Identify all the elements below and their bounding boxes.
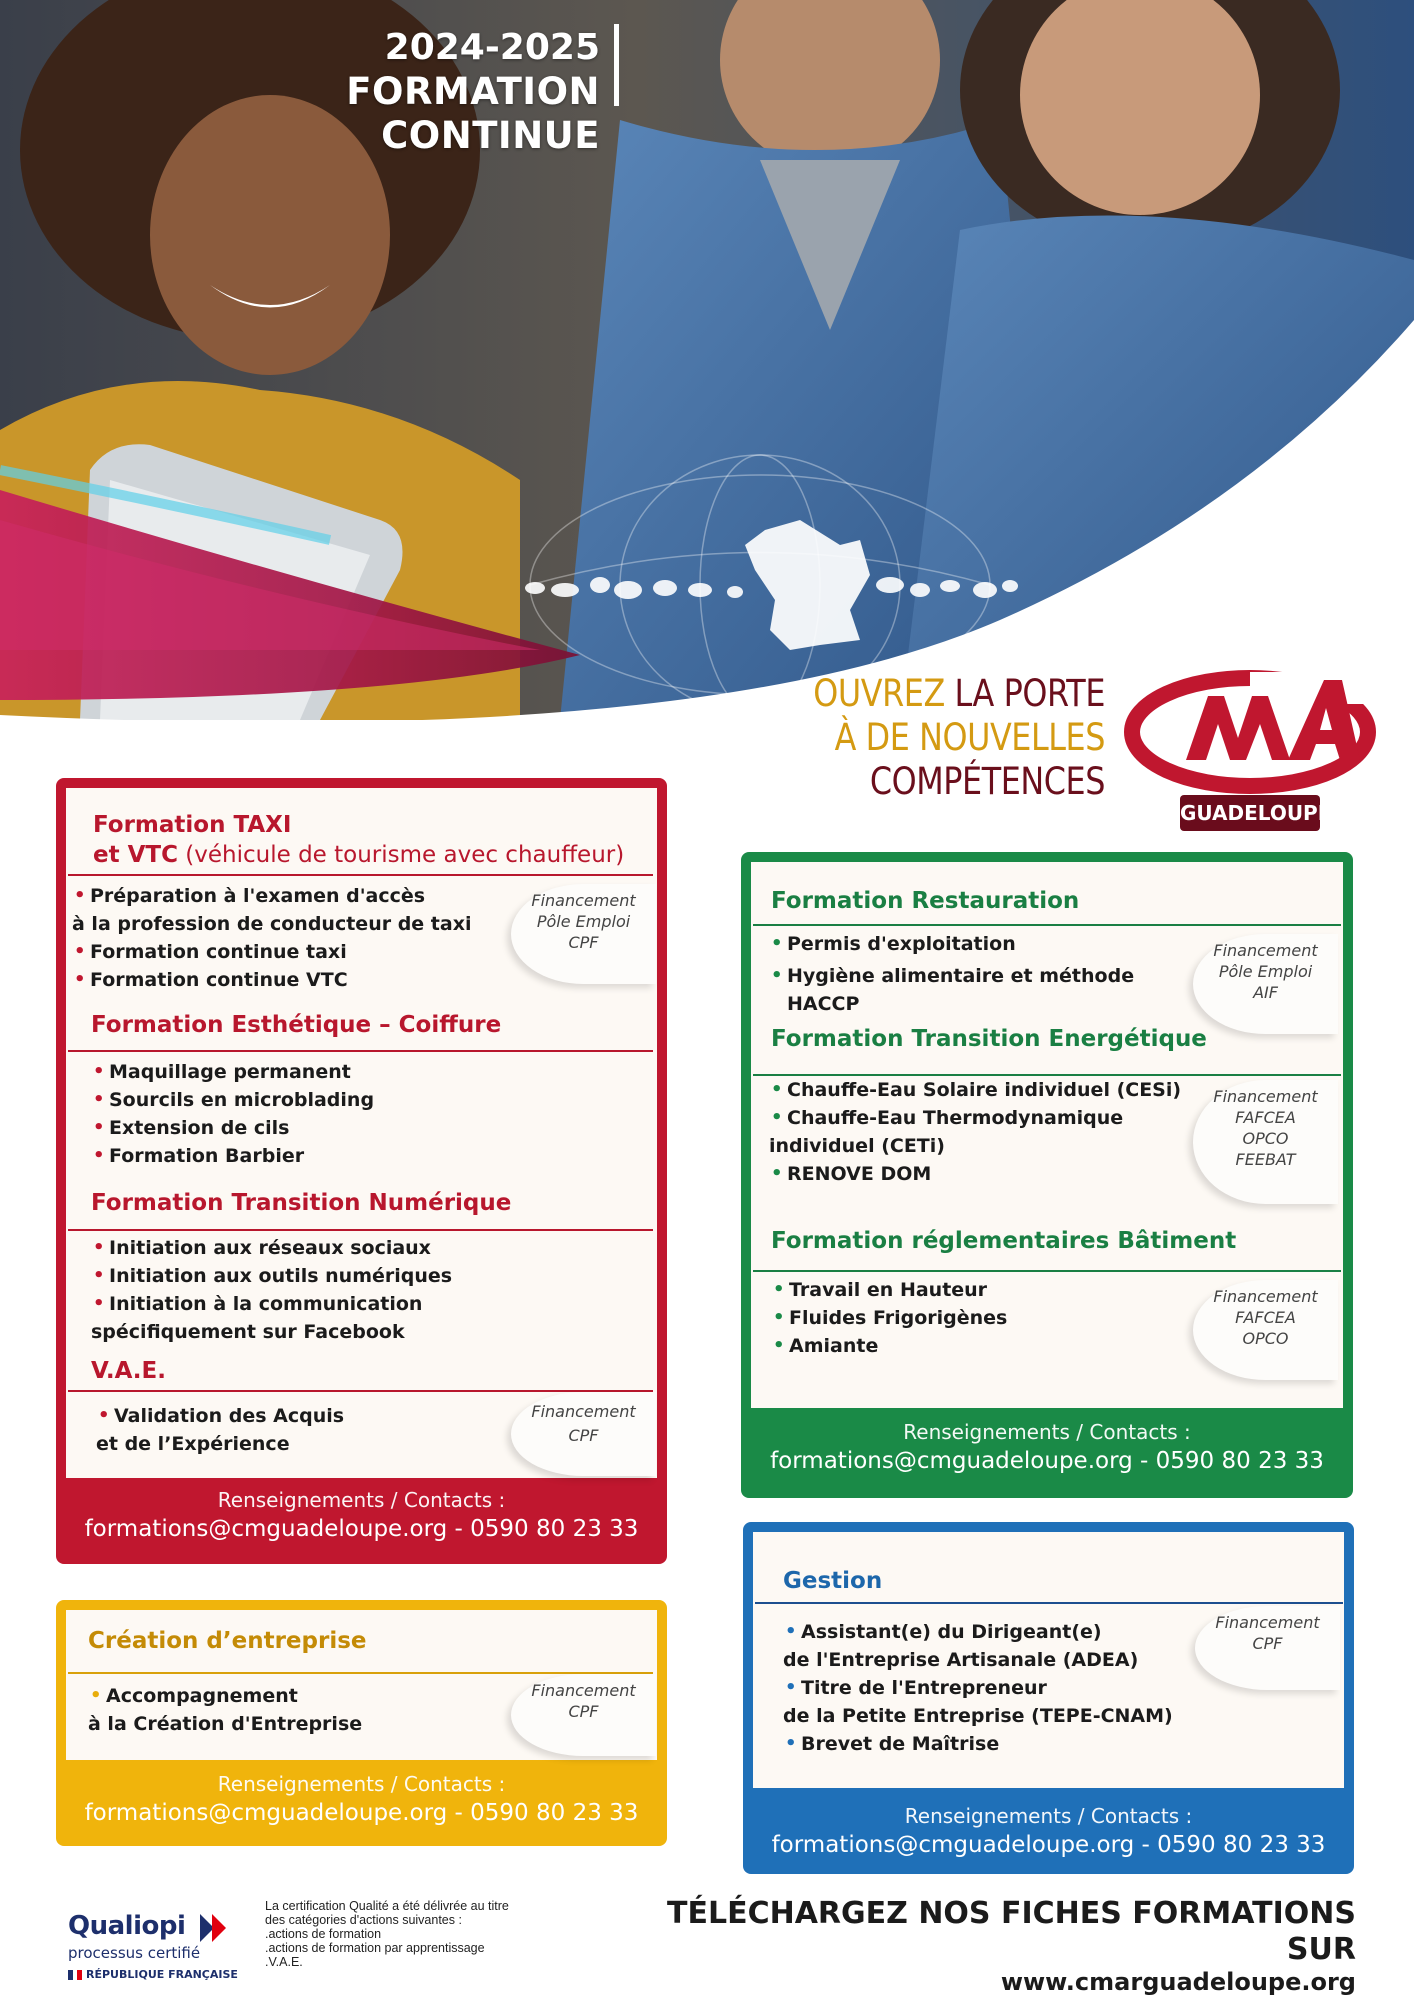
numerique-list [91, 1234, 521, 1346]
divider [68, 1672, 653, 1674]
school-year: 2024-2025 [384, 27, 600, 68]
divider [68, 874, 653, 876]
yellow-training-box [56, 1600, 667, 1846]
slogan [774, 672, 1105, 804]
list-item: • Initiation à la communication spécifiquement sur Facebook [91, 1290, 521, 1346]
financement-badge: Financement Pôle Emploi AIF [1193, 934, 1338, 1034]
section-title-creation: Création d’entreprise [88, 1628, 367, 1654]
section-title-taxi-vtc [93, 810, 653, 870]
list-item: • Brevet de Maîtrise [783, 1730, 1203, 1758]
list-item: • Maquillage permanent [91, 1058, 511, 1086]
list-item: • Hygiène alimentaire et méthode HACCP [769, 962, 1209, 1018]
download-heading: TÉLÉCHARGEZ NOS FICHES FORMATIONS SUR [667, 1896, 1356, 1967]
taxi-title-note: (véhicule de tourisme avec chauffeur) [177, 842, 625, 868]
logo-region-tag: GUADELOUPE [1180, 795, 1320, 831]
divider [753, 1270, 1341, 1272]
gestion-list [783, 1618, 1203, 1758]
financement-badge: Financement CPF [511, 1674, 656, 1756]
certification-text: La certification Qualité a été délivrée au titre des catégories d'actions suivantes : .actions de formation .actions de formation par apprentissage .V.A.E. [265, 1899, 509, 1969]
list-item: • Accompagnement à la Création d'Entreprise [88, 1682, 468, 1738]
financement-badge: Financement CPF [511, 1392, 656, 1476]
creation-list [88, 1682, 468, 1738]
download-block [590, 1896, 1356, 1996]
page-title: FORMATION CONTINUE [346, 70, 600, 157]
contact-block [741, 1418, 1353, 1476]
qualiopi-logo-text: Qualiopi [68, 1911, 186, 1941]
vae-list [96, 1402, 476, 1458]
financement-badge: Financement CPF [1195, 1606, 1340, 1690]
list-item: • Permis d'exploitation [769, 930, 1209, 958]
list-item: • Initiation aux outils numériques [91, 1262, 521, 1290]
contact-email-phone[interactable]: formations@cmguadeloupe.org - 0590 80 23 33 [770, 1448, 1324, 1474]
website-link[interactable]: www.cmarguadeloupe.org [1000, 1968, 1356, 1996]
title-divider [614, 24, 619, 106]
list-item: • Formation continue VTC [72, 966, 492, 994]
divider [68, 1229, 653, 1231]
divider [755, 1602, 1343, 1604]
contact-label: Renseignements / Contacts : [217, 1772, 506, 1796]
section-title-vae: V.A.E. [91, 1358, 166, 1384]
list-item: • Chauffe-Eau Solaire individuel (CESi) [769, 1076, 1189, 1104]
list-item: • Formation continue taxi [72, 938, 492, 966]
financement-badge: Financement Pôle Emploi CPF [511, 884, 656, 984]
red-training-box [56, 778, 667, 1564]
list-item: • Titre de l'Entrepreneur de la Petite Entreprise (TEPE-CNAM) [783, 1674, 1203, 1730]
contact-email-phone[interactable]: formations@cmguadeloupe.org - 0590 80 23 33 [84, 1516, 639, 1542]
list-item: • Assistant(e) du Dirigeant(e) de l'Entreprise Artisanale (ADEA) [783, 1618, 1203, 1674]
section-title-gestion: Gestion [783, 1568, 883, 1594]
list-item: • Préparation à l'examen d'accès à la profession de conducteur de taxi [72, 882, 492, 938]
list-item: • Travail en Hauteur [771, 1276, 1151, 1304]
financement-badge: Financement FAFCEA OPCO [1193, 1280, 1338, 1380]
section-title-numerique: Formation Transition Numérique [91, 1190, 512, 1216]
slogan-line1-gold: OUVREZ [813, 672, 945, 715]
list-item: • Validation des Acquis et de l’Expérience [96, 1402, 476, 1458]
contact-block [56, 1770, 667, 1828]
contact-email-phone[interactable]: formations@cmguadeloupe.org - 0590 80 23 33 [771, 1832, 1326, 1858]
qualiopi-arrow-icon [200, 1914, 234, 1942]
contact-label: Renseignements / Contacts : [904, 1804, 1193, 1828]
contact-label: Renseignements / Contacts : [217, 1488, 506, 1512]
section-title-energetique: Formation Transition Energétique [771, 1026, 1207, 1052]
header-title-block [130, 26, 600, 158]
republique-francaise: RÉPUBLIQUE FRANÇAISE [86, 1968, 238, 1981]
divider [753, 924, 1341, 926]
list-item: • Amiante [771, 1332, 1151, 1360]
divider [68, 1390, 653, 1392]
taxi-list [72, 882, 492, 994]
list-item: • RENOVE DOM [769, 1160, 1189, 1188]
taxi-title-line1: Formation TAXI [93, 812, 292, 838]
slogan-line1-dark: LA PORTE [944, 672, 1105, 715]
financement-badge: Financement FAFCEA OPCO FEEBAT [1193, 1080, 1338, 1204]
contact-block [743, 1802, 1354, 1860]
blue-training-box [743, 1522, 1354, 1874]
batiment-list [771, 1276, 1151, 1360]
slogan-line2: À DE NOUVELLES [834, 716, 1105, 759]
taxi-title-line2: et VTC [93, 842, 178, 868]
energetique-list [769, 1076, 1189, 1188]
esthetique-list [91, 1058, 511, 1170]
contact-email-phone[interactable]: formations@cmguadeloupe.org - 0590 80 23 33 [84, 1800, 639, 1826]
list-item: • Formation Barbier [91, 1142, 511, 1170]
section-title-batiment: Formation réglementaires Bâtiment [771, 1228, 1237, 1254]
contact-block [56, 1486, 667, 1544]
list-item: • Chauffe-Eau Thermodynamique individuel (CETi) [769, 1104, 1189, 1160]
list-item: • Fluides Frigorigènes [771, 1304, 1151, 1332]
slogan-line3: COMPÉTENCES [869, 760, 1105, 803]
section-title-esthetique: Formation Esthétique – Coiffure [91, 1012, 502, 1038]
green-training-box [741, 852, 1353, 1498]
divider [68, 1050, 653, 1052]
restauration-list [769, 930, 1209, 1018]
list-item: • Sourcils en microblading [91, 1086, 511, 1114]
qualiopi-subtitle: processus certifié [68, 1944, 201, 1962]
contact-label: Renseignements / Contacts : [903, 1420, 1191, 1444]
list-item: • Extension de cils [91, 1114, 511, 1142]
list-item: • Initiation aux réseaux sociaux [91, 1234, 521, 1262]
french-flag-icon [68, 1970, 82, 1980]
section-title-restauration: Formation Restauration [771, 888, 1080, 914]
